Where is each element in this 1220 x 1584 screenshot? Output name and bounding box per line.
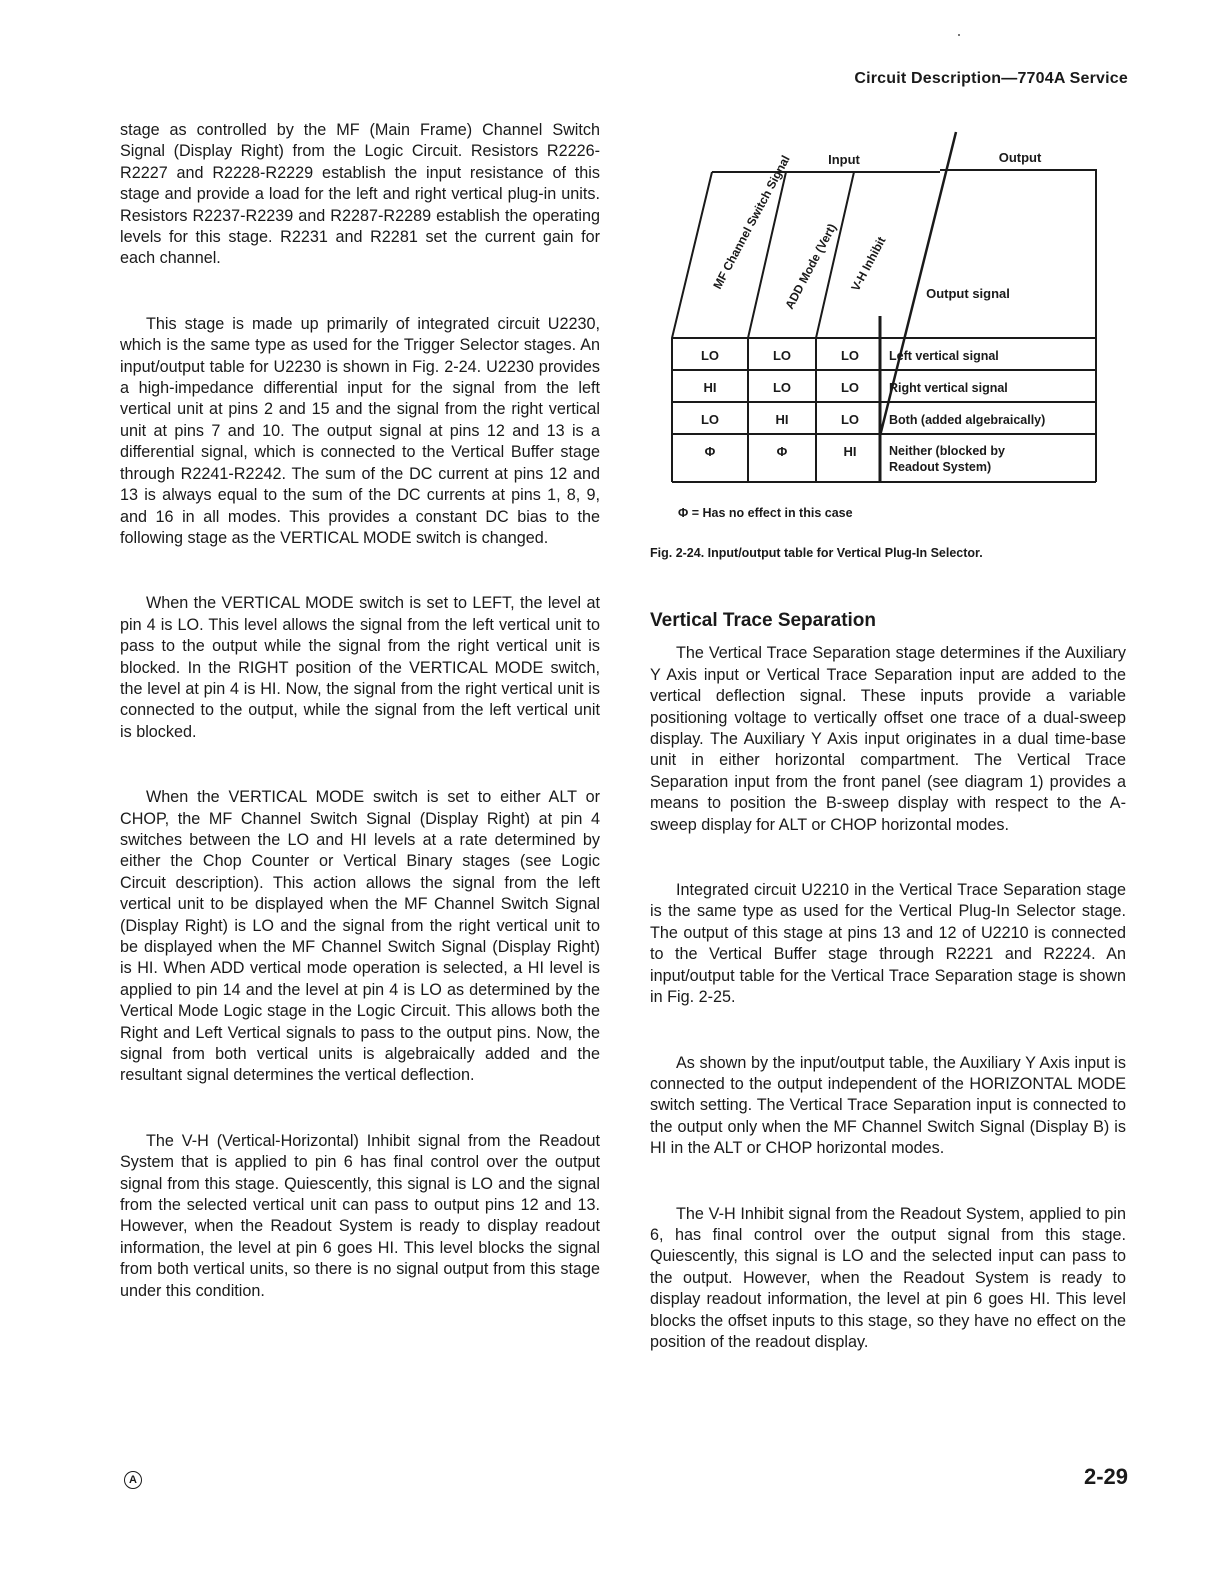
table-cell: Φ	[776, 444, 788, 459]
table-cell: LO	[772, 348, 792, 363]
left-column	[120, 120, 600, 1302]
table-cell: Readout System)	[889, 460, 992, 474]
paragraph: Integrated circuit U2210 in the Vertical Trace Separation stage is the same type as used for the Vertical Plug-In Selector stage. The output of this stage at pins 13 and 12 of U2210 is connected to the Vertical Buffer stage through R2221 and R2224. An input/output table for the Vertical Trace Separation stage is shown in Fig. 2-25.	[650, 881, 1126, 1007]
page-number: 2-29	[1083, 1464, 1128, 1489]
table-cell: Both (added algebraically)	[889, 413, 1046, 427]
table-cell: LO	[772, 380, 792, 395]
table-cell: HI	[843, 444, 857, 459]
output-border	[940, 170, 1096, 482]
paragraph: stage as controlled by the MF (Main Frame) Channel Switch Signal (Display Right) from the Logic Circuit. Resistors R2226-R2227 and R2228-R2229 establish the input resistance of this stage and provide a load for the left and right vertical plug-in units. Resistors R2237-R2239 and R2287-R2289 establish the operating levels for this stage. R2231 and R2281 set the current gain for each channel.	[120, 121, 600, 268]
column-header: ADD Mode (Vert)	[782, 221, 840, 312]
revision-mark: A	[124, 1471, 142, 1489]
paragraph: As shown by the input/output table, the Auxiliary Y Axis input is connected to the output independent of the HORIZONTAL MODE switch setting. The Vertical Trace Separation input is connected to the output only when the MF Channel Switch Signal (Display B) is HI in the ALT or CHOP horizontal modes.	[650, 1053, 1126, 1158]
scan-speck	[958, 34, 960, 36]
col-border-3	[816, 172, 854, 482]
paragraph: The V-H (Vertical-Horizontal) Inhibit signal from the Readout System that is applied to pin 6 has final control over the output signal from this stage. Quiescently, this signal is LO and the signal from the selected vertical unit can pass to output pins 12 and 13. However, when the Readout System is ready to display readout information, the level at pin 6 goes HI. This level blocks the signal from both vertical units, so there is no signal output from this stage under this condition.	[120, 1131, 600, 1300]
page-header: Circuit Description—7704A Service	[854, 70, 1128, 87]
right-column	[650, 610, 1126, 1353]
column-header: V-H Inhibit	[848, 234, 889, 294]
table-cell: Φ	[704, 444, 716, 459]
paragraph: The V-H Inhibit signal from the Readout System, applied to pin 6, has final control over the output signal from this stage. Quiescently, this signal is LO and the selected input can pass to the output. However, when the Readout System is ready to display readout information, the level at pin 6 goes HI. This level blocks the offset inputs to this stage, so they have no effect on the position of the readout display.	[650, 1204, 1126, 1351]
input-label: Input	[828, 152, 860, 167]
table-cell: LO	[840, 412, 860, 427]
table-cell: LO	[700, 348, 720, 363]
table-cell: Right vertical signal	[889, 381, 1008, 395]
table-cell: Neither (blocked by	[889, 444, 1005, 458]
col-border-1	[672, 172, 712, 482]
io-table-diagram	[660, 120, 1120, 500]
table-cell: HI	[703, 380, 717, 395]
table-cell: Left vertical signal	[889, 349, 999, 363]
paragraph: When the VERTICAL MODE switch is set to either ALT or CHOP, the MF Channel Switch Signal (Display Right) at pin 4 switches between the LO and HI levels at a rate determined by either the Chop Counter or Vertical Binary stages (see Logic Circuit description). This action allows the signal from the left vertical unit to be displayed when the MF Channel Switch Signal (Display Right) is LO and the signal from the right vertical unit to be displayed when the MF Channel Switch Signal (Display Right) is HI. When ADD vertical mode operation is selected, a HI level is applied to pin 14 and the level at pin 4 is LO as determined by the Vertical Mode Logic stage in the Logic Circuit. This allows both the Right and Left Vertical signals to pass to the output pins. Now, the signal from both vertical units is algebraically added and the resultant signal determines the vertical deflection.	[120, 788, 600, 1085]
paragraph: When the VERTICAL MODE switch is set to LEFT, the level at pin 4 is LO. This level allows the signal from the left vertical unit to pass to the output while the signal from the right vertical unit is blocked. In the RIGHT position of the VERTICAL MODE switch, the level at pin 4 is HI. Now, the signal from the right vertical unit is connected to the output, while the signal from the left vertical unit is blocked.	[120, 594, 600, 741]
output-signal-header: Output signal	[926, 286, 1010, 301]
table-cell: HI	[775, 412, 789, 427]
figure-caption: Fig. 2-24. Input/output table for Vertical Plug-In Selector.	[650, 546, 983, 560]
section-title: Vertical Trace Separation	[650, 610, 877, 631]
table-cell: LO	[840, 348, 860, 363]
figure-note: Φ = Has no effect in this case	[678, 506, 853, 520]
table-cell: LO	[700, 412, 720, 427]
paragraph: The Vertical Trace Separation stage determines if the Auxiliary Y Axis input or Vertical Trace Separation input are added to the vertical deflection signal. These inputs provide a variable positioning voltage to vertically offset one trace of a dual-sweep display. The Auxiliary Y Axis input originates in a dual time-base unit in either horizontal compartment. The Vertical Trace Separation input from the front panel (see diagram 1) provides a means to position the B-sweep display with respect to the A-sweep display for ALT or CHOP horizontal modes.	[650, 644, 1126, 834]
figure-2-24	[650, 120, 1120, 580]
output-label: Output	[998, 150, 1042, 165]
table-cell: LO	[840, 380, 860, 395]
column-header: MF Channel Switch Signal	[710, 152, 793, 292]
paragraph: This stage is made up primarily of integrated circuit U2230, which is the same type as used for the Trigger Selector stages. An input/output table for U2230 is shown in Fig. 2-24. U2230 provides a high-impedance differential input for the signal from the left vertical unit at pins 2 and 15 and the signal from the right vertical unit at pins 7 and 10. The output signal at pins 12 and 13 is a differential signal, which is connected to the Vertical Buffer stage through R2241-R2242. The sum of the DC current at pins 12 and 13 is always equal to the sum of the DC currents at pins 1, 8, 9, and 16 in all modes. This provides a constant DC bias to the following stage as the VERTICAL MODE switch is changed.	[120, 314, 600, 547]
